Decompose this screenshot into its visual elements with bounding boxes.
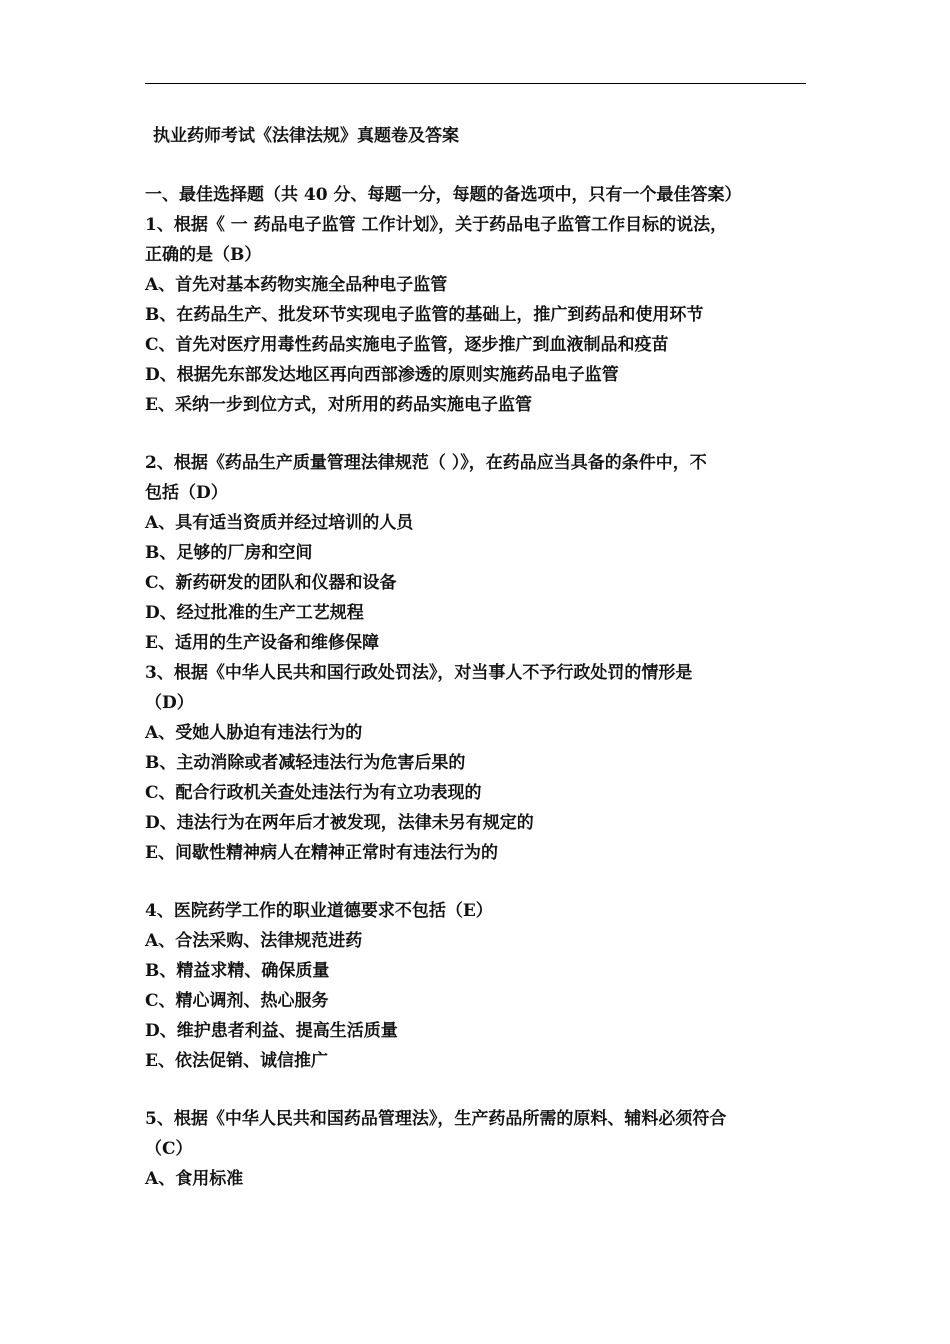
- question-1: [145, 210, 817, 420]
- question-4: [145, 896, 817, 1076]
- question-5: [145, 1104, 817, 1194]
- question-stem: 3、根据《中华人民共和国行政处罚法》，对当事人不予行政处罚的情形是: [145, 663, 693, 683]
- option-d: D、根据先东部发达地区再向西部渗透的原则实施药品电子监管: [145, 365, 619, 385]
- header-rule: [145, 83, 806, 84]
- option-b: B、在药品生产、批发环节实现电子监管的基础上，推广到药品和使用环节: [145, 305, 704, 325]
- option-a: A、具有适当资质并经过培训的人员: [145, 513, 414, 533]
- paragraph-gap: [145, 420, 817, 448]
- question-2: [145, 448, 817, 658]
- question-stem-continued: 包括（D）: [145, 483, 228, 503]
- question-stem: 5、根据《中华人民共和国药品管理法》，生产药品所需的原料、辅料必须符合: [145, 1109, 727, 1129]
- question-stem-continued: （D）: [145, 693, 194, 713]
- option-b: B、主动消除或者减轻违法行为危害后果的: [145, 753, 466, 773]
- question-3: [145, 658, 817, 868]
- option-c: C、精心调剂、热心服务: [145, 991, 329, 1011]
- question-stem-continued: 正确的是（B）: [145, 245, 262, 265]
- option-a: A、首先对基本药物实施全品种电子监管: [145, 275, 448, 295]
- question-stem: 4、医院药学工作的职业道德要求不包括（E）: [145, 901, 493, 921]
- option-c: C、首先对医疗用毒性药品实施电子监管，逐步推广到血液制品和疫苗: [145, 335, 669, 355]
- option-d: D、违法行为在两年后才被发现，法律未另有规定的: [145, 813, 534, 833]
- section-heading: 一、最佳选择题（共 40 分、每题一分，每题的备选项中，只有一个最佳答案）: [145, 185, 742, 205]
- question-stem: 1、根据《 一 药品电子监管 工作计划》，关于药品电子监管工作目标的说法，: [145, 215, 728, 235]
- document-body: [145, 180, 817, 1194]
- option-e: E、适用的生产设备和维修保障: [145, 633, 379, 653]
- option-c: C、配合行政机关查处违法行为有立功表现的: [145, 783, 482, 803]
- option-e: E、依法促销、诚信推广: [145, 1051, 328, 1071]
- question-stem: 2、根据《药品生产质量管理法律规范（ ）》，在药品应当具备的条件中，不: [145, 453, 707, 473]
- question-stem-continued: （C）: [145, 1139, 193, 1159]
- option-b: B、精益求精、确保质量: [145, 961, 330, 981]
- option-a: A、食用标准: [145, 1169, 244, 1189]
- option-c: C、新药研发的团队和仪器和设备: [145, 573, 397, 593]
- option-b: B、足够的厂房和空间: [145, 543, 313, 563]
- option-d: D、维护患者利益、提高生活质量: [145, 1021, 398, 1041]
- option-a: A、合法采购、法律规范进药: [145, 931, 363, 951]
- option-e: E、采纳一步到位方式，对所用的药品实施电子监管: [145, 395, 532, 415]
- paragraph-gap: [145, 868, 817, 896]
- option-d: D、经过批准的生产工艺规程: [145, 603, 364, 623]
- document-title: 执业药师考试《法律法规》真题卷及答案: [153, 126, 459, 146]
- option-e: E、间歇性精神病人在精神正常时有违法行为的: [145, 843, 498, 863]
- option-a: A、受她人胁迫有违法行为的: [145, 723, 363, 743]
- paragraph-gap: [145, 1076, 817, 1104]
